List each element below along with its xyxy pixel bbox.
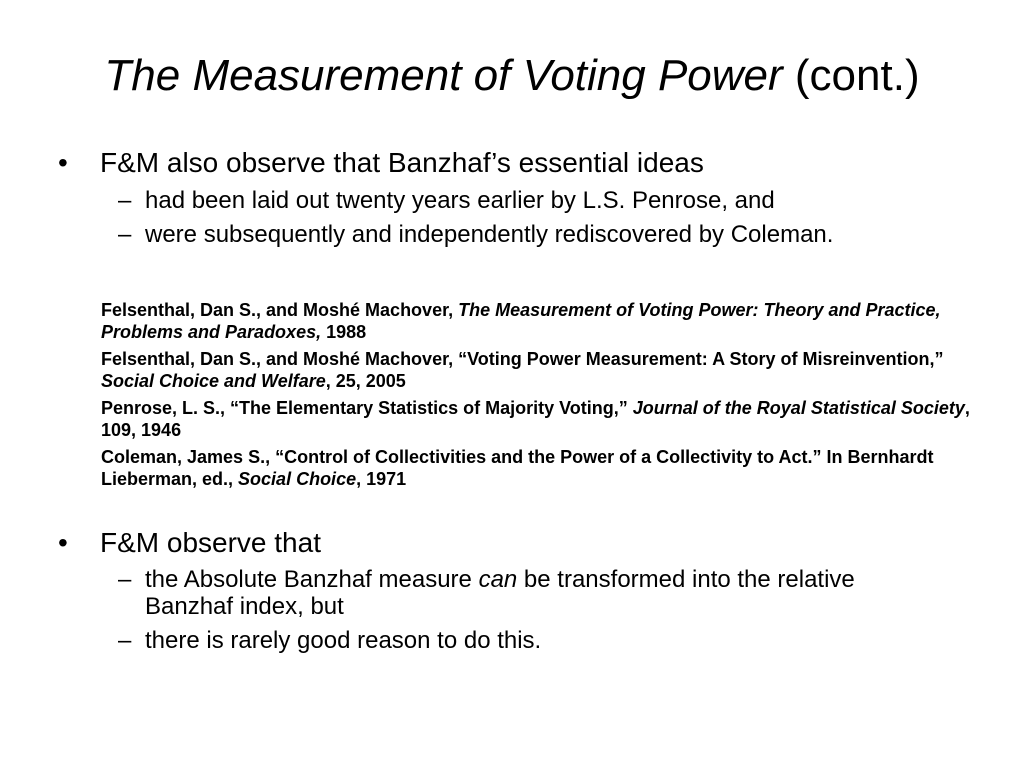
bullet-text: F&M also observe that Banzhaf’s essential ideas <box>100 147 704 178</box>
dash-marker: – <box>118 627 132 654</box>
dash-marker: – <box>118 566 132 593</box>
reference-item: Coleman, James S., “Control of Collectivities and the Power of a Collectivity to Act.” In Bernhardt Lieberman, ed., Social Choice, 1971 <box>101 447 934 489</box>
references-list <box>101 299 981 495</box>
dash-marker: – <box>118 187 132 214</box>
sub-bullet-text: were subsequently and independently rediscovered by Coleman. <box>145 221 834 248</box>
sub-bullet-text: had been laid out twenty years earlier by L.S. Penrose, and <box>145 187 775 214</box>
bullet-marker: • <box>58 527 68 558</box>
sub-bullet-text: the Absolute Banzhaf measure can be transformed into the relative Banzhaf index, but <box>145 566 855 620</box>
reference-item: Penrose, L. S., “The Elementary Statistics of Majority Voting,” Journal of the Royal Statistical Society, 109, 1946 <box>101 398 970 440</box>
bullet-marker: • <box>58 147 68 178</box>
slide-title-suffix: (cont.) <box>782 51 920 100</box>
bullet-text: F&M observe that <box>100 527 321 558</box>
slide-title-italic: The Measurement of Voting Power <box>104 51 783 100</box>
reference-item: Felsenthal, Dan S., and Moshé Machover, “Voting Power Measurement: A Story of Misreinvention,” Social Choice and Welfare, 25, 2005 <box>101 349 944 391</box>
slide-title <box>0 48 1024 104</box>
dash-marker: – <box>118 221 132 248</box>
reference-item: Felsenthal, Dan S., and Moshé Machover, The Measurement of Voting Power: Theory and Practice, Problems and Paradoxes, 1988 <box>101 300 941 342</box>
sub-bullet-text: there is rarely good reason to do this. <box>145 627 542 654</box>
